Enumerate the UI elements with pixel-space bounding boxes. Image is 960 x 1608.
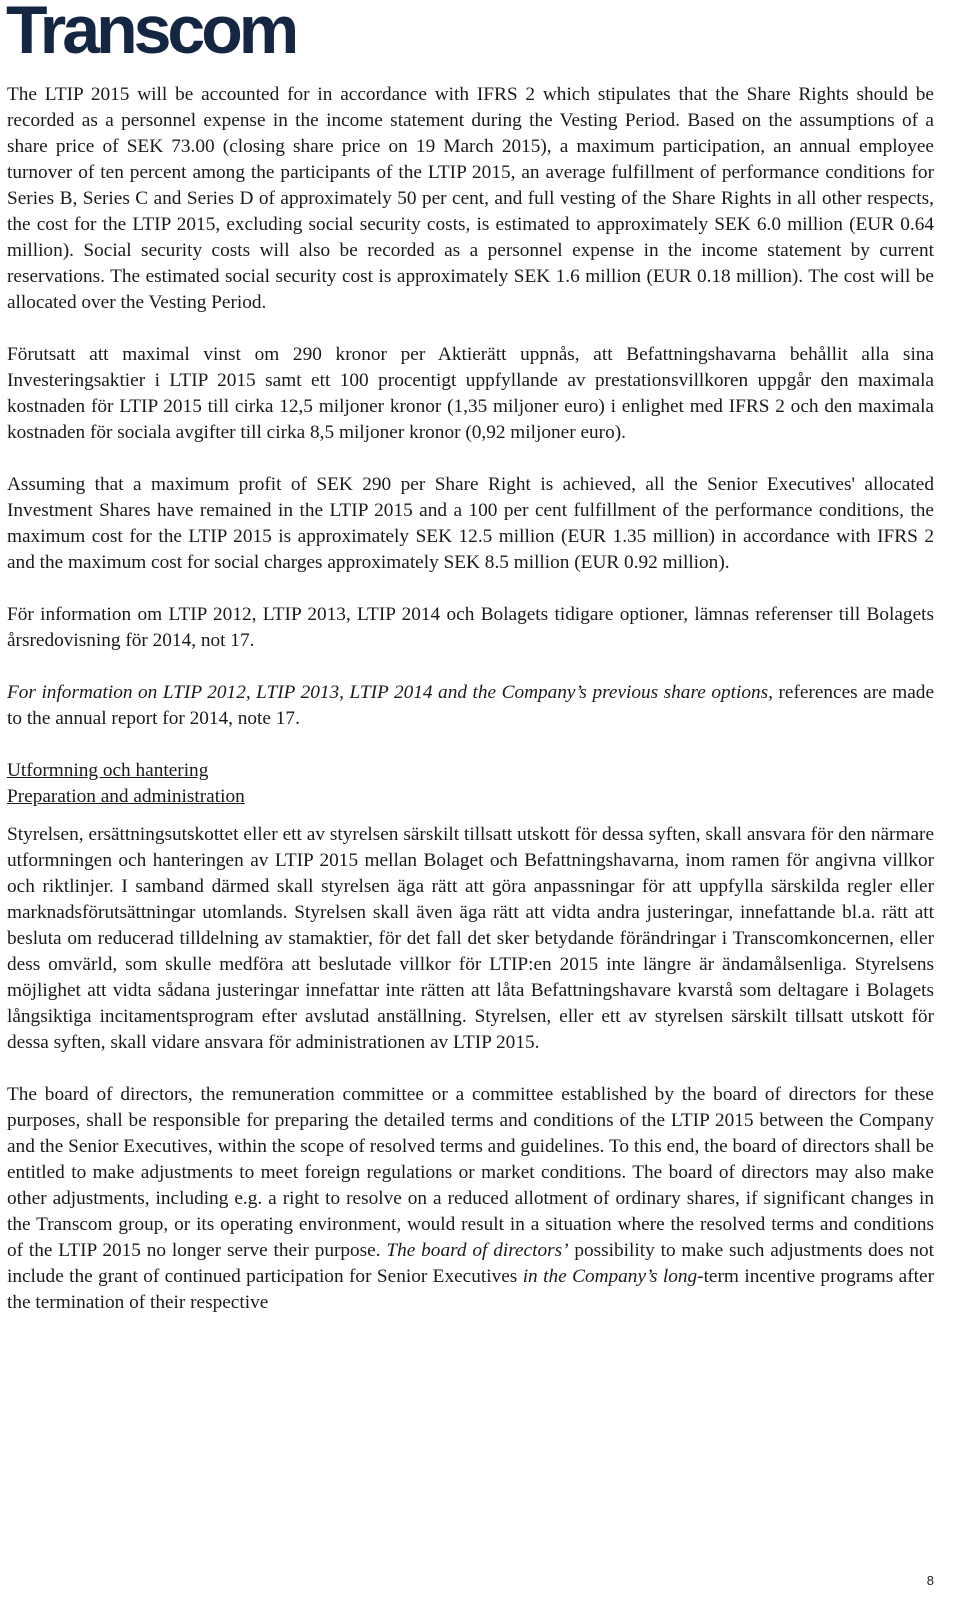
paragraph-styrelsen-sv: Styrelsen, ersättningsutskottet eller ett av styrelsen särskilt tillsatt utskott för dessa syften, skall ansvara för den närmare utformningen och hanteringen av LTIP 2015 mellan Bolaget och Befattningshavarna, inom ramen för angivna villkor och riktlinjer. I samband därmed skall styrelsen äga rätt att göra anpassningar för att uppfylla särskilda regler eller marknadsförutsättningar utomlands. Styrelsen skall även äga rätt att vidta andra justeringar, innefattande bl.a. rätt att besluta om reducerad tilldelning av stamaktier, för det fall det sker betydande förändringar i Transcomkoncernen, eller dess omvärld, som skulle medföra att beslutade villkor för LTIP:en 2015 inte längre är ändamålsenliga. Styrelsens möjlighet att vidta sådana justeringar innefattar inte rätten att låta Befattningshavare kvarstå som deltagare i Bolagets långsiktiga incitamentsprogram efter avslutad anställning. Styrelsen, eller ett av styrelsen särskilt tillsatt utskott för dessa syften, skall vidare ansvara för administrationen av LTIP 2015. <box>7 824 934 1053</box>
paragraph-ltip-accounting: The LTIP 2015 will be accounted for in accordance with IFRS 2 which stipulates that the Share Rights should be recorded as a personnel expense in the income statement during the Vesting Period. Based on the assumptions of a share price of SEK 73.00 (closing share price on 19 March 2015), a maximum participation, an annual employee turnover of ten percent among the participants of the LTIP 2015, an average fulfillment of performance conditions for Series B, Series C and Series D of approximately 50 per cent, and full vesting of the Share Rights in all other respects, the cost for the LTIP 2015, excluding social security costs, is estimated to approximately SEK 6.0 million (EUR 0.64 million). Social security costs will also be recorded as a personnel expense in the income statement by current reservations. The estimated social security cost is approximately SEK 1.6 million (EUR 0.18 million). The cost will be allocated over the Vesting Period. <box>7 84 934 313</box>
paragraph-board-part-a: The board of directors, the remuneration committee or a committee established by the board of directors for these purposes, shall be responsible for preparing the detailed terms and conditions of the LTIP 2015 between the Company and the Senior Executives, within the scope of resolved terms and guidelines. To this end, the board of directors shall be entitled to make adjustments to meet foreign regulations or market conditions. The board of directors may also make other adjustments, including e.g. a right to resolve on a reduced allotment of ordinary shares, if significant changes in the Transcom group, or its operating environment, would result in a situation where the resolved terms and conditions of the LTIP 2015 no longer serve their purpose. <box>7 1084 934 1261</box>
section-heading-group <box>7 758 934 810</box>
paragraph-information-en-rest: references are made to the annual report for 2014, note 17. <box>7 682 935 729</box>
paragraph-board-part-d: in the Company’s long <box>522 1266 698 1287</box>
paragraph-information-en <box>7 680 934 732</box>
paragraph-information-en-italic: For information on LTIP 2012, LTIP 2013, LTIP 2014 and the Company’s previous share options, <box>7 682 773 703</box>
paragraph-board-part-c: possibility to make such adjustments does not include the grant of continued participation for Senior Executives <box>7 1240 934 1287</box>
paragraph-maximal-kostnad-sv: Förutsatt att maximal vinst om 290 kronor per Aktierätt uppnås, att Befattningshavarna behållit alla sina Investeringsaktier i LTIP 2015 samt ett 100 procentigt uppfyllande av prestationsvillkoren uppgår den maximala kostnaden för LTIP 2015 till cirka 12,5 miljoner kronor (1,35 miljoner euro) i enlighet med IFRS 2 och den maximala kostnaden för sociala avgifter till cirka 8,5 miljoner kronor (0,92 miljoner euro). <box>7 344 934 443</box>
section-heading-english: Preparation and administration <box>7 786 245 807</box>
paragraph-board-of-directors-en <box>7 1082 934 1316</box>
paragraph-board-part-b: The board of directors’ <box>386 1240 569 1261</box>
paragraph-maximum-cost-en: Assuming that a maximum profit of SEK 290 per Share Right is achieved, all the Senior Executives' allocated Investment Shares have remained in the LTIP 2015 and a 100 per cent fulfillment of the performance conditions, the maximum cost for the LTIP 2015 is approximately SEK 12.5 million (EUR 1.35 million) in accordance with IFRS 2 and the maximum cost for social charges approximately SEK 8.5 million (EUR 0.92 million). <box>7 474 934 573</box>
paragraph-information-sv: För information om LTIP 2012, LTIP 2013, LTIP 2014 och Bolagets tidigare optioner, lämnas referenser till Bolagets årsredovisning för 2014, not 17. <box>7 604 934 651</box>
document-body <box>7 82 934 1342</box>
paragraph-board-part-e: -term incentive programs after the termination of their respective <box>7 1266 934 1313</box>
page-number: 8 <box>926 1573 934 1588</box>
section-heading-swedish: Utformning och hantering <box>7 760 209 781</box>
transcom-logo: Transcom <box>6 0 296 68</box>
